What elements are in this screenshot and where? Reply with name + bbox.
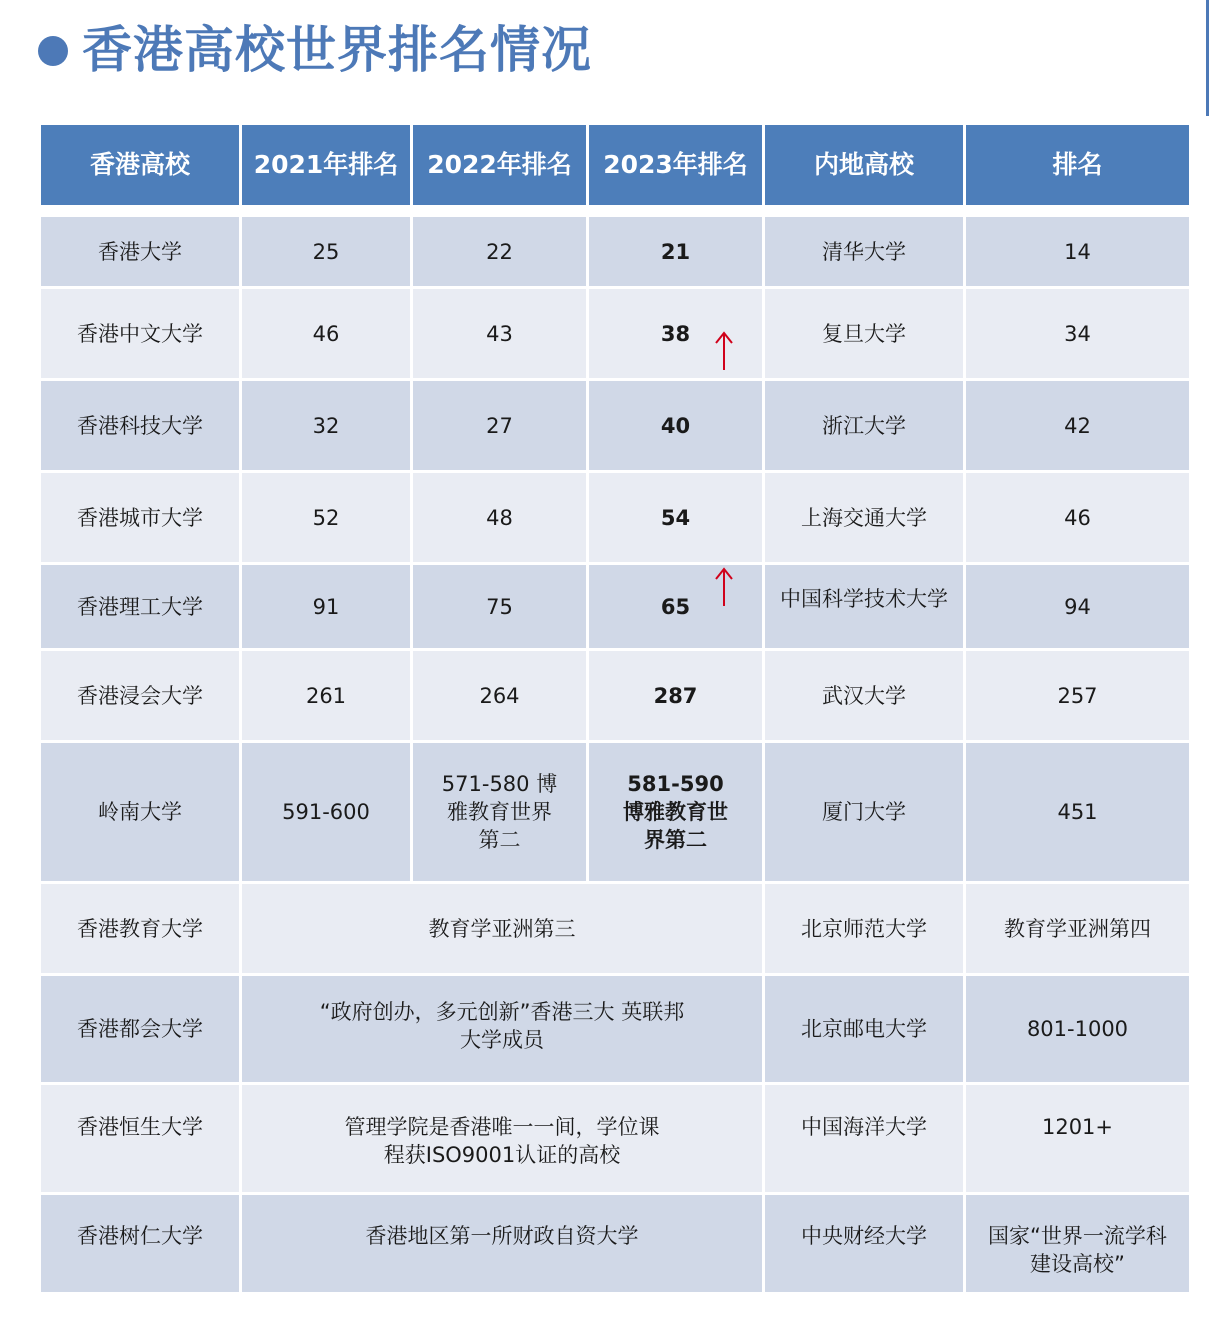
table-row [40, 742, 1191, 883]
mainland-university-cell: 浙江大学 [764, 380, 965, 472]
table-row [40, 472, 1191, 564]
mainland-rank-cell: 34 [965, 288, 1191, 380]
table-row [40, 883, 1191, 975]
ranking-note-cell: 教育学亚洲第三 [241, 883, 764, 975]
rank-2022-cell: 48 [412, 472, 588, 564]
rank-2023-cell: 287 [588, 650, 764, 742]
rank-2023-cell [588, 564, 764, 650]
mainland-university-cell: 武汉大学 [764, 650, 965, 742]
rank-2022-cell: 27 [412, 380, 588, 472]
mainland-university-cell: 复旦大学 [764, 288, 965, 380]
table-row [40, 1084, 1191, 1194]
rank-2023-cell: 21 [588, 216, 764, 288]
mainland-rank-cell: 46 [965, 472, 1191, 564]
page-title: 香港高校世界排名情况 [82, 21, 592, 79]
ranking-note-cell: 香港地区第一所财政自资大学 [241, 1194, 764, 1294]
hk-university-cell: 香港理工大学 [40, 564, 241, 650]
up-arrow-icon [714, 567, 734, 607]
hk-university-cell: 香港教育大学 [40, 883, 241, 975]
rank-2023-value: 65 [660, 594, 691, 619]
table-row [40, 564, 1191, 650]
mainland-university-cell: 上海交通大学 [764, 472, 965, 564]
up-arrow-icon [714, 331, 734, 371]
header-mainland-university: 内地高校 [764, 124, 965, 207]
table-row [40, 380, 1191, 472]
rank-2021-cell: 46 [241, 288, 412, 380]
mainland-rank-cell: 257 [965, 650, 1191, 742]
table-row [40, 288, 1191, 380]
rank-2023-cell: 54 [588, 472, 764, 564]
rank-2023-cell [588, 288, 764, 380]
rank-2022-cell: 571-580 博雅教育世界第二 [412, 742, 588, 883]
hk-university-cell: 岭南大学 [40, 742, 241, 883]
hk-university-cell: 香港浸会大学 [40, 650, 241, 742]
rank-2023-cell: 40 [588, 380, 764, 472]
header-rank-2021: 2021年排名 [241, 124, 412, 207]
header-rank-2022: 2022年排名 [412, 124, 588, 207]
mainland-rank-cell: 国家“世界一流学科建设高校” [965, 1194, 1191, 1294]
hk-university-cell: 香港城市大学 [40, 472, 241, 564]
rank-2021-cell: 52 [241, 472, 412, 564]
table-row [40, 975, 1191, 1084]
rank-2022-cell: 75 [412, 564, 588, 650]
mainland-university-cell: 中国科学技术大学 [764, 564, 965, 650]
rank-2021-cell: 591-600 [241, 742, 412, 883]
hk-university-cell: 香港都会大学 [40, 975, 241, 1084]
table-row [40, 216, 1191, 288]
rank-2022-cell: 264 [412, 650, 588, 742]
rank-2021-cell: 32 [241, 380, 412, 472]
edge-divider [1206, 0, 1209, 116]
hk-university-cell: 香港大学 [40, 216, 241, 288]
mainland-university-cell: 厦门大学 [764, 742, 965, 883]
header-hk-university: 香港高校 [40, 124, 241, 207]
title-bullet-icon [38, 36, 68, 66]
ranking-table [38, 122, 1192, 1295]
mainland-university-cell: 清华大学 [764, 216, 965, 288]
mainland-university-cell: 中央财经大学 [764, 1194, 965, 1294]
hk-university-cell: 香港树仁大学 [40, 1194, 241, 1294]
mainland-rank-cell: 14 [965, 216, 1191, 288]
hk-university-cell: 香港科技大学 [40, 380, 241, 472]
table-header-row [40, 124, 1191, 207]
table-row [40, 650, 1191, 742]
rank-2023-cell: 581-590 博雅教育世界第二 [588, 742, 764, 883]
ranking-note-cell: 管理学院是香港唯一一间，学位课 程获ISO9001认证的高校 [241, 1084, 764, 1194]
ranking-note-cell: “政府创办，多元创新”香港三大 英联邦大学成员 [241, 975, 764, 1084]
mainland-rank-cell: 451 [965, 742, 1191, 883]
rank-2022-cell: 22 [412, 216, 588, 288]
rank-2021-cell: 91 [241, 564, 412, 650]
mainland-university-cell: 北京师范大学 [764, 883, 965, 975]
mainland-university-cell: 中国海洋大学 [764, 1084, 965, 1194]
table-row [40, 1194, 1191, 1294]
mainland-university-cell: 北京邮电大学 [764, 975, 965, 1084]
hk-university-cell: 香港中文大学 [40, 288, 241, 380]
rank-2022-cell: 43 [412, 288, 588, 380]
rank-2021-cell: 25 [241, 216, 412, 288]
mainland-rank-cell: 1201+ [965, 1084, 1191, 1194]
mainland-rank-cell: 教育学亚洲第四 [965, 883, 1191, 975]
rank-2023-value: 38 [660, 321, 691, 346]
rank-2021-cell: 261 [241, 650, 412, 742]
hk-university-cell: 香港恒生大学 [40, 1084, 241, 1194]
mainland-rank-cell: 801-1000 [965, 975, 1191, 1084]
mainland-rank-cell: 42 [965, 380, 1191, 472]
mainland-rank-cell: 94 [965, 564, 1191, 650]
header-rank: 排名 [965, 124, 1191, 207]
header-rank-2023: 2023年排名 [588, 124, 764, 207]
